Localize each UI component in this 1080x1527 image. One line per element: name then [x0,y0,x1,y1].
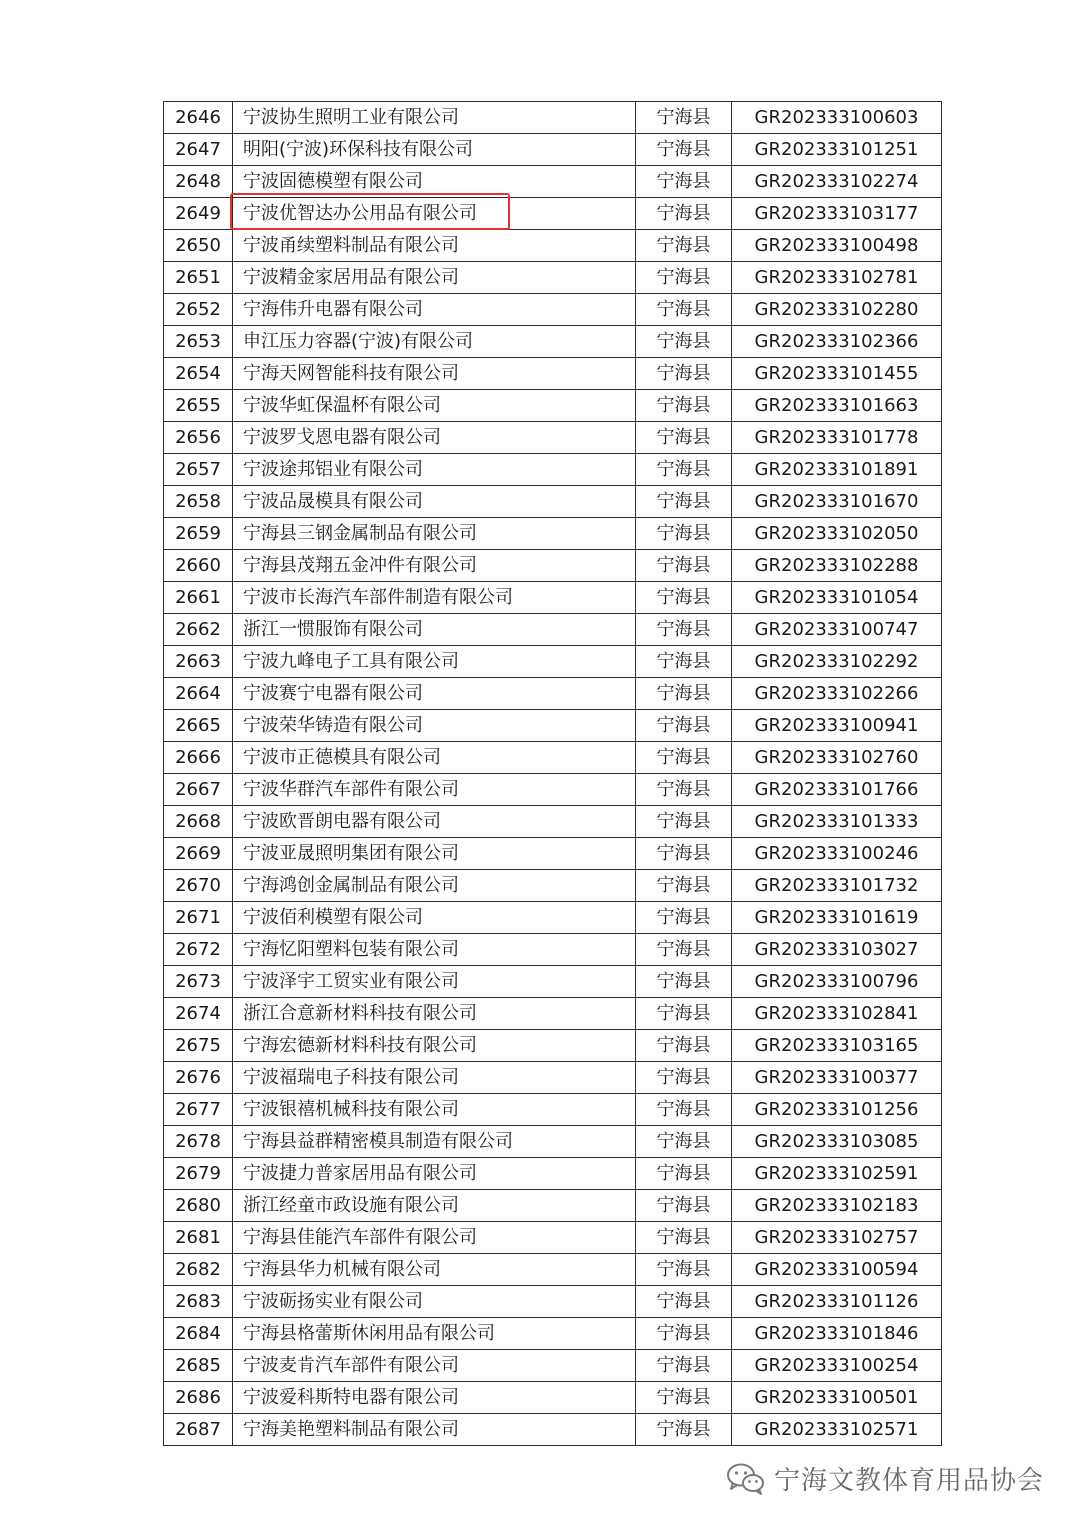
region-cell: 宁海县 [636,1126,732,1158]
company-name: 宁海忆阳塑料包装有限公司 [233,934,636,966]
table-row [164,358,942,390]
table-row [164,1382,942,1414]
company-table [163,101,942,1446]
certificate-code: GR202333102760 [732,742,942,774]
region-cell: 宁海县 [636,1350,732,1382]
region-cell: 宁海县 [636,1318,732,1350]
table-row [164,1254,942,1286]
row-number: 2670 [164,870,233,902]
table-row [164,838,942,870]
table-row [164,134,942,166]
row-number: 2646 [164,102,233,134]
region-cell: 宁海县 [636,998,732,1030]
region-cell: 宁海县 [636,582,732,614]
certificate-code: GR202333102781 [732,262,942,294]
row-number: 2683 [164,1286,233,1318]
table-row [164,1126,942,1158]
row-number: 2654 [164,358,233,390]
region-cell: 宁海县 [636,454,732,486]
certificate-code: GR202333100377 [732,1062,942,1094]
region-cell: 宁海县 [636,550,732,582]
region-cell: 宁海县 [636,1030,732,1062]
region-cell: 宁海县 [636,710,732,742]
company-name: 宁海美艳塑料制品有限公司 [233,1414,636,1446]
row-number: 2673 [164,966,233,998]
row-number: 2656 [164,422,233,454]
company-name: 宁海县三钢金属制品有限公司 [233,518,636,550]
company-name: 宁波佰利模塑有限公司 [233,902,636,934]
region-cell: 宁海县 [636,1158,732,1190]
company-name: 宁波泽宇工贸实业有限公司 [233,966,636,998]
region-cell: 宁海县 [636,838,732,870]
row-number: 2655 [164,390,233,422]
row-number: 2684 [164,1318,233,1350]
certificate-code: GR202333100603 [732,102,942,134]
row-number: 2665 [164,710,233,742]
certificate-code: GR202333101251 [732,134,942,166]
table-row [164,582,942,614]
table-row [164,198,942,230]
company-name: 宁波市正德模具有限公司 [233,742,636,774]
region-cell: 宁海县 [636,326,732,358]
region-cell: 宁海县 [636,518,732,550]
wechat-icon [726,1462,766,1496]
row-number: 2676 [164,1062,233,1094]
certificate-code: GR202333102288 [732,550,942,582]
region-cell: 宁海县 [636,422,732,454]
company-name: 宁波荣华铸造有限公司 [233,710,636,742]
certificate-code: GR202333101054 [732,582,942,614]
company-name: 浙江合意新材料科技有限公司 [233,998,636,1030]
company-name: 宁波甬续塑料制品有限公司 [233,230,636,262]
watermark-text: 宁海文教体育用品协会 [773,1466,1044,1496]
region-cell: 宁海县 [636,1190,732,1222]
region-cell: 宁海县 [636,870,732,902]
certificate-code: GR202333101846 [732,1318,942,1350]
certificate-code: GR202333102280 [732,294,942,326]
table-row [164,262,942,294]
certificate-code: GR202333103165 [732,1030,942,1062]
company-name: 宁海县益群精密模具制造有限公司 [233,1126,636,1158]
certificate-code: GR202333101256 [732,1094,942,1126]
company-name: 宁波精金家居用品有限公司 [233,262,636,294]
table-row [164,1062,942,1094]
table-row [164,1350,942,1382]
row-number: 2687 [164,1414,233,1446]
region-cell: 宁海县 [636,390,732,422]
table-row [164,166,942,198]
region-cell: 宁海县 [636,806,732,838]
certificate-code: GR202333102571 [732,1414,942,1446]
region-cell: 宁海县 [636,1222,732,1254]
certificate-code: GR202333101670 [732,486,942,518]
company-name: 宁波亚晟照明集团有限公司 [233,838,636,870]
company-table-container [163,101,941,1446]
row-number: 2649 [164,198,233,230]
row-number: 2674 [164,998,233,1030]
table-row [164,1094,942,1126]
certificate-code: GR202333101732 [732,870,942,902]
table-row [164,454,942,486]
certificate-code: GR202333102841 [732,998,942,1030]
table-row [164,1190,942,1222]
table-row [164,614,942,646]
table-row [164,550,942,582]
region-cell: 宁海县 [636,1414,732,1446]
certificate-code: GR202333101663 [732,390,942,422]
company-name: 宁海天网智能科技有限公司 [233,358,636,390]
company-name: 宁海伟升电器有限公司 [233,294,636,326]
company-name: 宁波罗戈恩电器有限公司 [233,422,636,454]
certificate-code: GR202333103085 [732,1126,942,1158]
row-number: 2669 [164,838,233,870]
region-cell: 宁海县 [636,294,732,326]
region-cell: 宁海县 [636,1062,732,1094]
region-cell: 宁海县 [636,358,732,390]
certificate-code: GR202333100941 [732,710,942,742]
table-row [164,806,942,838]
row-number: 2680 [164,1190,233,1222]
certificate-code: GR202333102591 [732,1158,942,1190]
region-cell: 宁海县 [636,1094,732,1126]
row-number: 2671 [164,902,233,934]
certificate-code: GR202333100254 [732,1350,942,1382]
company-name: 宁波华虹保温杯有限公司 [233,390,636,422]
row-number: 2650 [164,230,233,262]
row-number: 2666 [164,742,233,774]
company-name: 明阳(宁波)环保科技有限公司 [233,134,636,166]
table-row [164,934,942,966]
certificate-code: GR202333100246 [732,838,942,870]
company-name: 宁波华群汽车部件有限公司 [233,774,636,806]
row-number: 2651 [164,262,233,294]
row-number: 2652 [164,294,233,326]
region-cell: 宁海县 [636,678,732,710]
region-cell: 宁海县 [636,230,732,262]
table-row [164,678,942,710]
certificate-code: GR202333103027 [732,934,942,966]
table-row [164,1030,942,1062]
watermark [726,1460,1044,1497]
table-row [164,422,942,454]
company-name: 宁波欧晋朗电器有限公司 [233,806,636,838]
table-row [164,966,942,998]
table-row [164,1222,942,1254]
region-cell: 宁海县 [636,1382,732,1414]
company-name: 宁波砺扬实业有限公司 [233,1286,636,1318]
table-row [164,1286,942,1318]
company-name: 宁波爱科斯特电器有限公司 [233,1382,636,1414]
certificate-code: GR202333101778 [732,422,942,454]
row-number: 2678 [164,1126,233,1158]
certificate-code: GR202333100796 [732,966,942,998]
table-row [164,1414,942,1446]
company-name: 宁海县佳能汽车部件有限公司 [233,1222,636,1254]
row-number: 2653 [164,326,233,358]
region-cell: 宁海县 [636,262,732,294]
row-number: 2662 [164,614,233,646]
row-number: 2685 [164,1350,233,1382]
certificate-code: GR202333100501 [732,1382,942,1414]
company-name: 浙江一惯服饰有限公司 [233,614,636,646]
region-cell: 宁海县 [636,614,732,646]
row-number: 2675 [164,1030,233,1062]
table-row [164,870,942,902]
table-row [164,774,942,806]
company-name: 宁波麦肯汽车部件有限公司 [233,1350,636,1382]
certificate-code: GR202333102274 [732,166,942,198]
certificate-code: GR202333103177 [732,198,942,230]
region-cell: 宁海县 [636,134,732,166]
table-row [164,326,942,358]
company-name: 宁波捷力普家居用品有限公司 [233,1158,636,1190]
certificate-code: GR202333101333 [732,806,942,838]
certificate-code: GR202333102266 [732,678,942,710]
company-name: 宁波固德模塑有限公司 [233,166,636,198]
region-cell: 宁海县 [636,1286,732,1318]
region-cell: 宁海县 [636,102,732,134]
table-row [164,1158,942,1190]
certificate-code: GR202333102366 [732,326,942,358]
company-name: 宁海县茂翔五金冲件有限公司 [233,550,636,582]
row-number: 2659 [164,518,233,550]
region-cell: 宁海县 [636,934,732,966]
table-row [164,390,942,422]
table-row [164,518,942,550]
table-row [164,230,942,262]
table-row [164,902,942,934]
certificate-code: GR202333101126 [732,1286,942,1318]
table-row [164,1318,942,1350]
company-name: 宁波福瑞电子科技有限公司 [233,1062,636,1094]
row-number: 2679 [164,1158,233,1190]
table-row [164,998,942,1030]
region-cell: 宁海县 [636,774,732,806]
company-name: 宁海鸿创金属制品有限公司 [233,870,636,902]
certificate-code: GR202333102183 [732,1190,942,1222]
row-number: 2667 [164,774,233,806]
region-cell: 宁海县 [636,902,732,934]
table-row [164,742,942,774]
row-number: 2661 [164,582,233,614]
company-name: 申江压力容器(宁波)有限公司 [233,326,636,358]
region-cell: 宁海县 [636,646,732,678]
company-name: 宁波赛宁电器有限公司 [233,678,636,710]
table-row [164,710,942,742]
row-number: 2657 [164,454,233,486]
certificate-code: GR202333100747 [732,614,942,646]
region-cell: 宁海县 [636,1254,732,1286]
company-name: 宁波优智达办公用品有限公司 [233,198,636,230]
certificate-code: GR202333100594 [732,1254,942,1286]
company-name: 宁海县华力机械有限公司 [233,1254,636,1286]
row-number: 2658 [164,486,233,518]
company-name: 宁海县格蕾斯休闲用品有限公司 [233,1318,636,1350]
table-row [164,646,942,678]
row-number: 2672 [164,934,233,966]
row-number: 2663 [164,646,233,678]
certificate-code: GR202333100498 [732,230,942,262]
certificate-code: GR202333102757 [732,1222,942,1254]
row-number: 2668 [164,806,233,838]
row-number: 2648 [164,166,233,198]
company-name: 宁波市长海汽车部件制造有限公司 [233,582,636,614]
row-number: 2681 [164,1222,233,1254]
row-number: 2664 [164,678,233,710]
row-number: 2686 [164,1382,233,1414]
region-cell: 宁海县 [636,966,732,998]
region-cell: 宁海县 [636,166,732,198]
company-name: 宁波银禧机械科技有限公司 [233,1094,636,1126]
company-name: 宁波九峰电子工具有限公司 [233,646,636,678]
table-row [164,486,942,518]
row-number: 2677 [164,1094,233,1126]
region-cell: 宁海县 [636,742,732,774]
company-name: 宁波途邦铝业有限公司 [233,454,636,486]
region-cell: 宁海县 [636,198,732,230]
certificate-code: GR202333101619 [732,902,942,934]
company-name: 宁波品晟模具有限公司 [233,486,636,518]
row-number: 2660 [164,550,233,582]
certificate-code: GR202333101766 [732,774,942,806]
certificate-code: GR202333101891 [732,454,942,486]
row-number: 2647 [164,134,233,166]
table-body [164,102,942,1446]
table-row [164,102,942,134]
certificate-code: GR202333102050 [732,518,942,550]
company-name: 宁波协生照明工业有限公司 [233,102,636,134]
company-name: 宁海宏德新材料科技有限公司 [233,1030,636,1062]
row-number: 2682 [164,1254,233,1286]
region-cell: 宁海县 [636,486,732,518]
table-row [164,294,942,326]
certificate-code: GR202333102292 [732,646,942,678]
company-name: 浙江经童市政设施有限公司 [233,1190,636,1222]
certificate-code: GR202333101455 [732,358,942,390]
